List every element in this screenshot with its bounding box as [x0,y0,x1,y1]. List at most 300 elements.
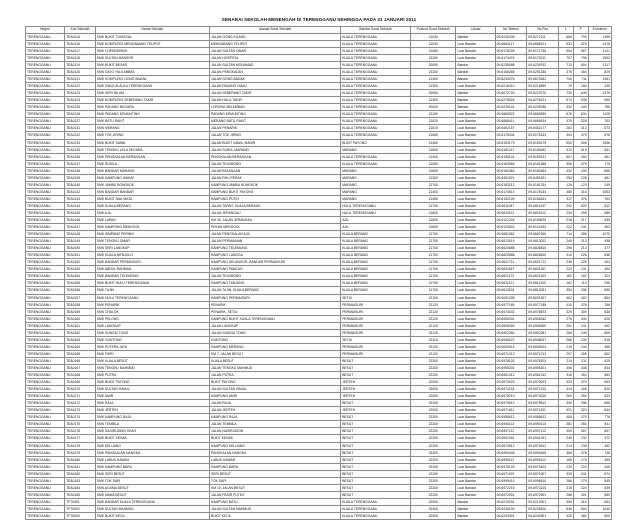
table-cell: 376 [573,195,588,202]
table-cell: 228 [573,259,588,266]
table-cell: Luar Bandar [456,273,495,280]
table-row [26,259,612,266]
table-cell: 323 [573,407,588,414]
table-cell: 223 [559,266,574,273]
table-row [26,139,612,146]
table-cell: TERENGGANU [26,512,65,519]
table-cell: TERENGGANU [26,153,65,160]
table-cell: TERENGGANU [26,231,65,238]
table-cell: BUKIT PAYONG [210,379,341,386]
table-row [26,477,612,484]
table-cell: 21700 [410,266,455,273]
table-cell: Luar Bandar [456,357,495,364]
table-cell: Bandar [456,69,495,76]
table-cell: 22110 [410,336,455,343]
table-cell: 09-6971213 [495,350,527,357]
table-cell: 09-6975103 [495,463,527,470]
table-cell: 09-6182464 [495,167,527,174]
table-cell: MARANG [341,167,411,174]
table-cell: KUALA BERANG [341,273,411,280]
table-cell: 09-6974512 [495,442,527,449]
table-cell: SMK NASIRUDDIN SHAH [95,428,209,435]
table-cell: 09-6977185 [527,301,559,308]
table-cell: 800 [588,512,611,519]
table-cell: 09-6975103 [527,463,559,470]
table-cell: 519 [573,146,588,153]
table-cell: 408 [559,414,574,421]
table-cell: 375 [559,118,574,125]
table-cell: TERENGGANU [26,287,65,294]
table-cell: 09-6272111 [527,33,559,40]
table-cell: 22120 [410,308,455,315]
table-cell: 425 [588,357,611,364]
table-cell: 22100 [410,294,455,301]
table-cell: 09-6668434 [527,118,559,125]
table-cell: 321 [559,407,574,414]
table-cell: 22200 [410,491,455,498]
table-cell: KUALA TERENGGANU [341,54,411,61]
table-cell: 286 [559,336,574,343]
table-cell: SMK BATU RAKIT [95,118,209,125]
table-cell: TEA0127 [65,118,96,125]
table-cell: Luar Bandar [456,174,495,181]
table-row [26,379,612,386]
table-cell: SMK KAMPUNG RAJA [95,414,209,421]
table-row [26,188,612,195]
table-cell: SMK PENARIK [95,301,209,308]
table-cell: SMK PUTRA [95,372,209,379]
table-cell: TEA0118 [65,54,96,61]
table-cell: 09-6906331 [495,315,527,322]
table-cell: Luar Bandar [456,386,495,393]
table-cell: 370 [573,414,588,421]
table-cell: TERENGGANU [26,47,65,54]
table-cell: 660 [559,33,574,40]
table-cell: 225 [559,463,574,470]
table-cell: KM 30, JALAN JERANGAU [210,217,341,224]
table-cell: 449 [588,463,611,470]
table-cell: JALAN SULTAN ISMAIL [210,386,341,393]
table-cell: KUALA BERANG [341,238,411,245]
table-cell: SMK GUNTONG [95,336,209,343]
table-cell: 09-6811047 [495,202,527,209]
table-cell: 235 [588,83,611,90]
table-cell: 21700 [410,238,455,245]
table-cell: TERENGGANU [26,217,65,224]
table-cell: 09-6688121 [527,40,559,47]
table-cell: PERMAISURI [341,301,411,308]
table-cell: SMK BUKIT HULU TERENGGANU [95,280,209,287]
table-cell: 288 [559,491,574,498]
table-cell: Luar Bandar [456,421,495,428]
table-cell: 09-6811103 [527,280,559,287]
table-cell: HULU TERENGGANU [341,209,411,216]
table-cell: 317 [559,195,574,202]
table-cell: SMK BUKIT KENAK [95,435,209,442]
table-cell: 22200 [410,484,455,491]
table-cell: TERENGGANU [26,428,65,435]
table-cell: 378 [573,301,588,308]
table-cell: 328 [573,118,588,125]
table-cell: JALAN BATANGAN [210,167,341,174]
table-cell: PADANG KEMUNTING [210,111,341,118]
table-cell: TEA0185 [65,491,96,498]
table-cell: TEA0120 [65,69,96,76]
table-cell: 1476 [588,40,611,47]
table-cell: 09-6906300 [495,322,527,329]
page-title: SENARAI SEKOLAH MENENGAH DI TERENGGANU SEHINGGA PADA 31 JANUARI 2011 [221,17,417,22]
table-cell: 261 [559,125,574,132]
table-cell: 1040 [588,505,611,512]
table-cell: PERMAISURI [341,350,411,357]
table-cell: SMK DATO' HAJI ABBAS [95,69,209,76]
table-cell: JALAN PERMAINAN [210,238,341,245]
table-cell: 09-6974032 [495,308,527,315]
table-cell: 09-6660522 [495,111,527,118]
table-cell: TEA0126 [65,111,96,118]
table-cell: 09-6236588 [495,61,527,68]
table-cell: SMK PANGKALAN NANGKA [95,449,209,456]
table-cell: 22200 [410,449,455,456]
table-cell: 533 [559,40,574,47]
table-cell: 21800 [410,209,455,216]
table-cell: SMK KELUANG [95,442,209,449]
table-cell: 09-6906342 [527,315,559,322]
table-cell: 09-6673342 [527,76,559,83]
table-row [26,47,612,54]
table-cell: 09-6946027 [527,336,559,343]
table-cell: TEA0181 [65,463,96,470]
table-cell: 481 [588,174,611,181]
table-cell: TEA0184 [65,484,96,491]
table-cell: SMK TENGKU LELA SEGARA [95,146,209,153]
table-cell: 589 [588,491,611,498]
table-cell: TERENGGANU [26,365,65,372]
table-cell: KUALA BERANG [341,231,411,238]
table-cell: 20000 [410,498,455,505]
column-header: No Telefon [495,27,527,34]
table-cell: TEA0134 [65,139,96,146]
table-cell: 09-6226788 [527,104,559,111]
table-cell: Luar Bandar [456,238,495,245]
table-cell: Luar Bandar [456,195,495,202]
table-cell: Luar Bandar [456,188,495,195]
table-cell: PERMAISURI [341,322,411,329]
table-cell: 567 [573,47,588,54]
table-cell: 1003 [588,188,611,195]
table-cell: 213 [573,238,588,245]
table-cell: Bandar [456,104,495,111]
table-row [26,174,612,181]
table-cell: TEA0161 [65,322,96,329]
table-cell: TEA0125 [65,104,96,111]
table-row [26,125,612,132]
table-cell: 21100 [410,111,455,118]
table-cell: JALAN SULTAN MOHAMAD [210,61,341,68]
table-cell: 22300 [410,357,455,364]
table-cell: KAMPUNG AMIR [210,393,341,400]
table-cell: TEA0135 [65,146,96,153]
table-cell: 09-6244301 [527,512,559,519]
table-cell: 545 [588,477,611,484]
table-cell: 09-6091205 [495,294,527,301]
table-cell: 09-6183066 [495,160,527,167]
table-cell: 22200 [410,421,455,428]
table-cell: SMK SERI BESUT [95,470,209,477]
table-cell: 341 [573,470,588,477]
table-cell: 09-6124433 [527,224,559,231]
table-row [26,83,612,90]
table-cell: JALAN PENGKALAN [210,69,341,76]
table-cell: 509 [588,329,611,336]
table-cell: 09-6831187 [527,266,559,273]
table-cell: 09-6813031 [527,287,559,294]
table-cell: TERENGGANU [26,160,65,167]
table-cell: KAMPUNG BUKIT PAYONG [210,188,341,195]
table-row [26,470,612,477]
table-cell: TEA0132 [65,132,96,139]
table-cell: 09-6660539 [527,111,559,118]
table-cell: 09-6971133 [527,386,559,393]
table-cell: 21030 [410,40,455,47]
table-row [26,414,612,421]
table-cell: JALAN GONG KIJANG [210,33,341,40]
table-cell: TEA0178 [65,442,96,449]
table-cell: KAMPUNG TELEMUNG [210,245,341,252]
table-cell: SMK TOK SAPI [95,477,209,484]
table-cell: SETIU [341,294,411,301]
table-cell: 09-6091207 [527,294,559,301]
table-cell: 21700 [410,252,455,259]
table-cell: 473 [573,132,588,139]
table-cell: Luar Bandar [456,139,495,146]
table-cell: 09-6243276 [495,76,527,83]
table-cell: 123 [573,181,588,188]
table-cell: 540 [559,505,574,512]
table-cell: 438 [573,365,588,372]
table-cell: KUALA TERENGGANU [341,33,411,40]
table-cell: TERENGGANU [26,139,65,146]
table-cell: JALAN GONG BADAK [210,76,341,83]
table-cell: Luar Bandar [456,484,495,491]
table-cell: 09-6687000 [527,231,559,238]
table-cell: JERTEH [341,407,411,414]
table-cell: 713 [559,61,574,68]
table-cell: JALAN NASIRUDDIN [210,428,341,435]
table-cell: 22200 [410,442,455,449]
table-cell: 21010 [410,125,455,132]
table-cell: 865 [588,167,611,174]
table-row [26,181,612,188]
table-cell: TEA0154 [65,273,96,280]
table-cell: 604 [573,61,588,68]
table-cell: 09-6971007 [495,470,527,477]
table-cell: 09-6174474 [495,54,527,61]
table-cell: 09-6009014 [495,343,527,350]
table-cell: PENARIK, SETIU [210,308,341,315]
table-cell: KUALA BERANG [341,259,411,266]
table-cell: 09-6181368 [527,160,559,167]
table-cell: JALAN JERTEH [210,407,341,414]
table-cell: KUALA TERENGGANU [341,160,411,167]
table-cell: TEA0183 [65,477,96,484]
table-cell: 324 [573,484,588,491]
table-cell: TEA0173 [65,407,96,414]
table-cell: 375 [559,69,574,76]
table-cell: SMK BANDAR TELEMONG [95,273,209,280]
table-cell: 406 [559,365,574,372]
table-cell: Luar Bandar [456,442,495,449]
table-cell: TERENGGANU [26,407,65,414]
table-cell: TERENGGANU [26,322,65,329]
table-cell: BESUT [341,428,411,435]
table-cell: 09-6974512 [527,442,559,449]
table-cell: HULU TERENGGANU [341,202,411,209]
table-cell: 410 [559,301,574,308]
table-cell: SMK FIKRI [95,350,209,357]
table-cell: 260 [559,329,574,336]
table-cell: 443 [573,104,588,111]
table-row [26,238,612,245]
table-cell: TEA0169 [65,379,96,386]
table-cell: 22200 [410,400,455,407]
table-row [26,76,612,83]
table-cell: KUALA TERENGGANU [341,61,411,68]
table-cell: TEA0137 [65,160,96,167]
table-cell: SMK TEMBILA [95,421,209,428]
table-cell: Luar Bandar [456,47,495,54]
table-cell: 433 [573,167,588,174]
table-cell: TERENGGANU [26,336,65,343]
table-cell: LORONG BELEMBAN [210,104,341,111]
table-cell: 213 [559,442,574,449]
table-cell: 523 [588,393,611,400]
table-cell: 09-6153179 [495,139,527,146]
table-cell: 711 [573,76,588,83]
table-cell: 21400 [410,188,455,195]
table-cell: SMK CHENDERING [95,47,209,54]
table-cell: JALAN JERANGAU [210,209,341,216]
table-cell: 644 [588,407,611,414]
table-cell: Luar Bandar [456,40,495,47]
table-cell: 240 [559,435,574,442]
table-row [26,90,612,97]
table-cell: TEA0172 [65,400,96,407]
table-cell: 09-6451521 [495,174,527,181]
table-cell: 554 [559,47,574,54]
table-row [26,400,612,407]
table-cell: 740 [559,76,574,83]
table-cell: JALAN RAJA [210,400,341,407]
table-cell: Luar Bandar [456,209,495,216]
table-cell: 241 [573,322,588,329]
table-cell: 693 [588,379,611,386]
table-cell: 260 [573,421,588,428]
table-cell: JALAN SULTAN OMAR [210,47,341,54]
table-cell: JALAN PUTRA [210,372,341,379]
table-cell: KAMPUNG BATU [210,498,341,505]
table-cell: 09-6811121 [495,280,527,287]
table-cell: KUALA TERENGGANU [341,104,411,111]
table-cell: 414 [559,386,574,393]
table-cell: 296 [559,245,574,252]
table-cell: 538 [573,97,588,104]
table-cell: SMK NAMA BESUT [95,491,209,498]
table-cell: 1379 [588,90,611,97]
column-header: Kod Sekolah [65,27,96,34]
table-cell: 350 [559,498,574,505]
table-cell: 21060 [410,132,455,139]
table-cell: 500 [559,139,574,146]
table-row [26,160,612,167]
table-cell: 09-6961312 [495,372,527,379]
table-cell: 09-6997112 [495,428,527,435]
table-cell: 251 [559,322,574,329]
table-cell: 356 [573,231,588,238]
table-cell: TERENGGANU [26,224,65,231]
table-cell: SMK JERTEH [95,407,209,414]
table-cell: 1006 [588,139,611,146]
table-cell: SMK ABDUL RAHMAN [95,266,209,273]
table-cell: 506 [573,139,588,146]
table-cell: KM 10, JALAN BESUT [210,484,341,491]
table-cell: 22200 [410,470,455,477]
table-cell: 21700 [410,245,455,252]
table-cell: TERENGGANU [26,505,65,512]
table-cell: TEA0150 [65,245,96,252]
table-cell: 09-6990445 [527,449,559,456]
table-cell: SMK BANDAR BANDAR [95,188,209,195]
table-cell: 332 [559,104,574,111]
table-cell: TEA0117 [65,47,96,54]
table-cell: 21030 [410,33,455,40]
table-cell: 213 [573,245,588,252]
table-row [26,456,612,463]
table-cell: 09-6973210 [527,393,559,400]
table-cell: Luar Bandar [456,449,495,456]
table-cell: Luar Bandar [456,393,495,400]
table-cell: KAMPUNG RAJA [210,414,341,421]
table-cell: MARANG [341,181,411,188]
table-cell: Luar Bandar [456,400,495,407]
table-row [26,266,612,273]
table-cell: 22120 [410,322,455,329]
table-cell: 236 [559,259,574,266]
table-cell: 09-6174513 [495,188,527,195]
table-cell: 380 [573,512,588,519]
table-cell: 269 [559,393,574,400]
table-cell: Luar Bandar [456,217,495,224]
table-cell: 09-6072720 [495,90,527,97]
table-cell: 09-6995112 [527,456,559,463]
table-cell: 831 [588,146,611,153]
table-cell: 09-6225141 [495,104,527,111]
table-cell: 09-6189675 [527,217,559,224]
table-cell: 1503 [588,54,611,61]
table-cell: TEA0144 [65,202,96,209]
table-cell: 1317 [588,61,611,68]
table-cell: SMK AGAMA BESUT [95,484,209,491]
table-cell: 21080 [410,47,455,54]
table-cell: Luar Bandar [456,181,495,188]
table-cell: 09-6995410 [527,477,559,484]
table-cell: TEA0165 [65,350,96,357]
table-cell: TERENGGANU [26,301,65,308]
table-cell: TERENGGANU [26,252,65,259]
table-cell: MARANG [341,195,411,202]
table-cell: 21600 [410,167,455,174]
table-cell: Luar Bandar [456,132,495,139]
